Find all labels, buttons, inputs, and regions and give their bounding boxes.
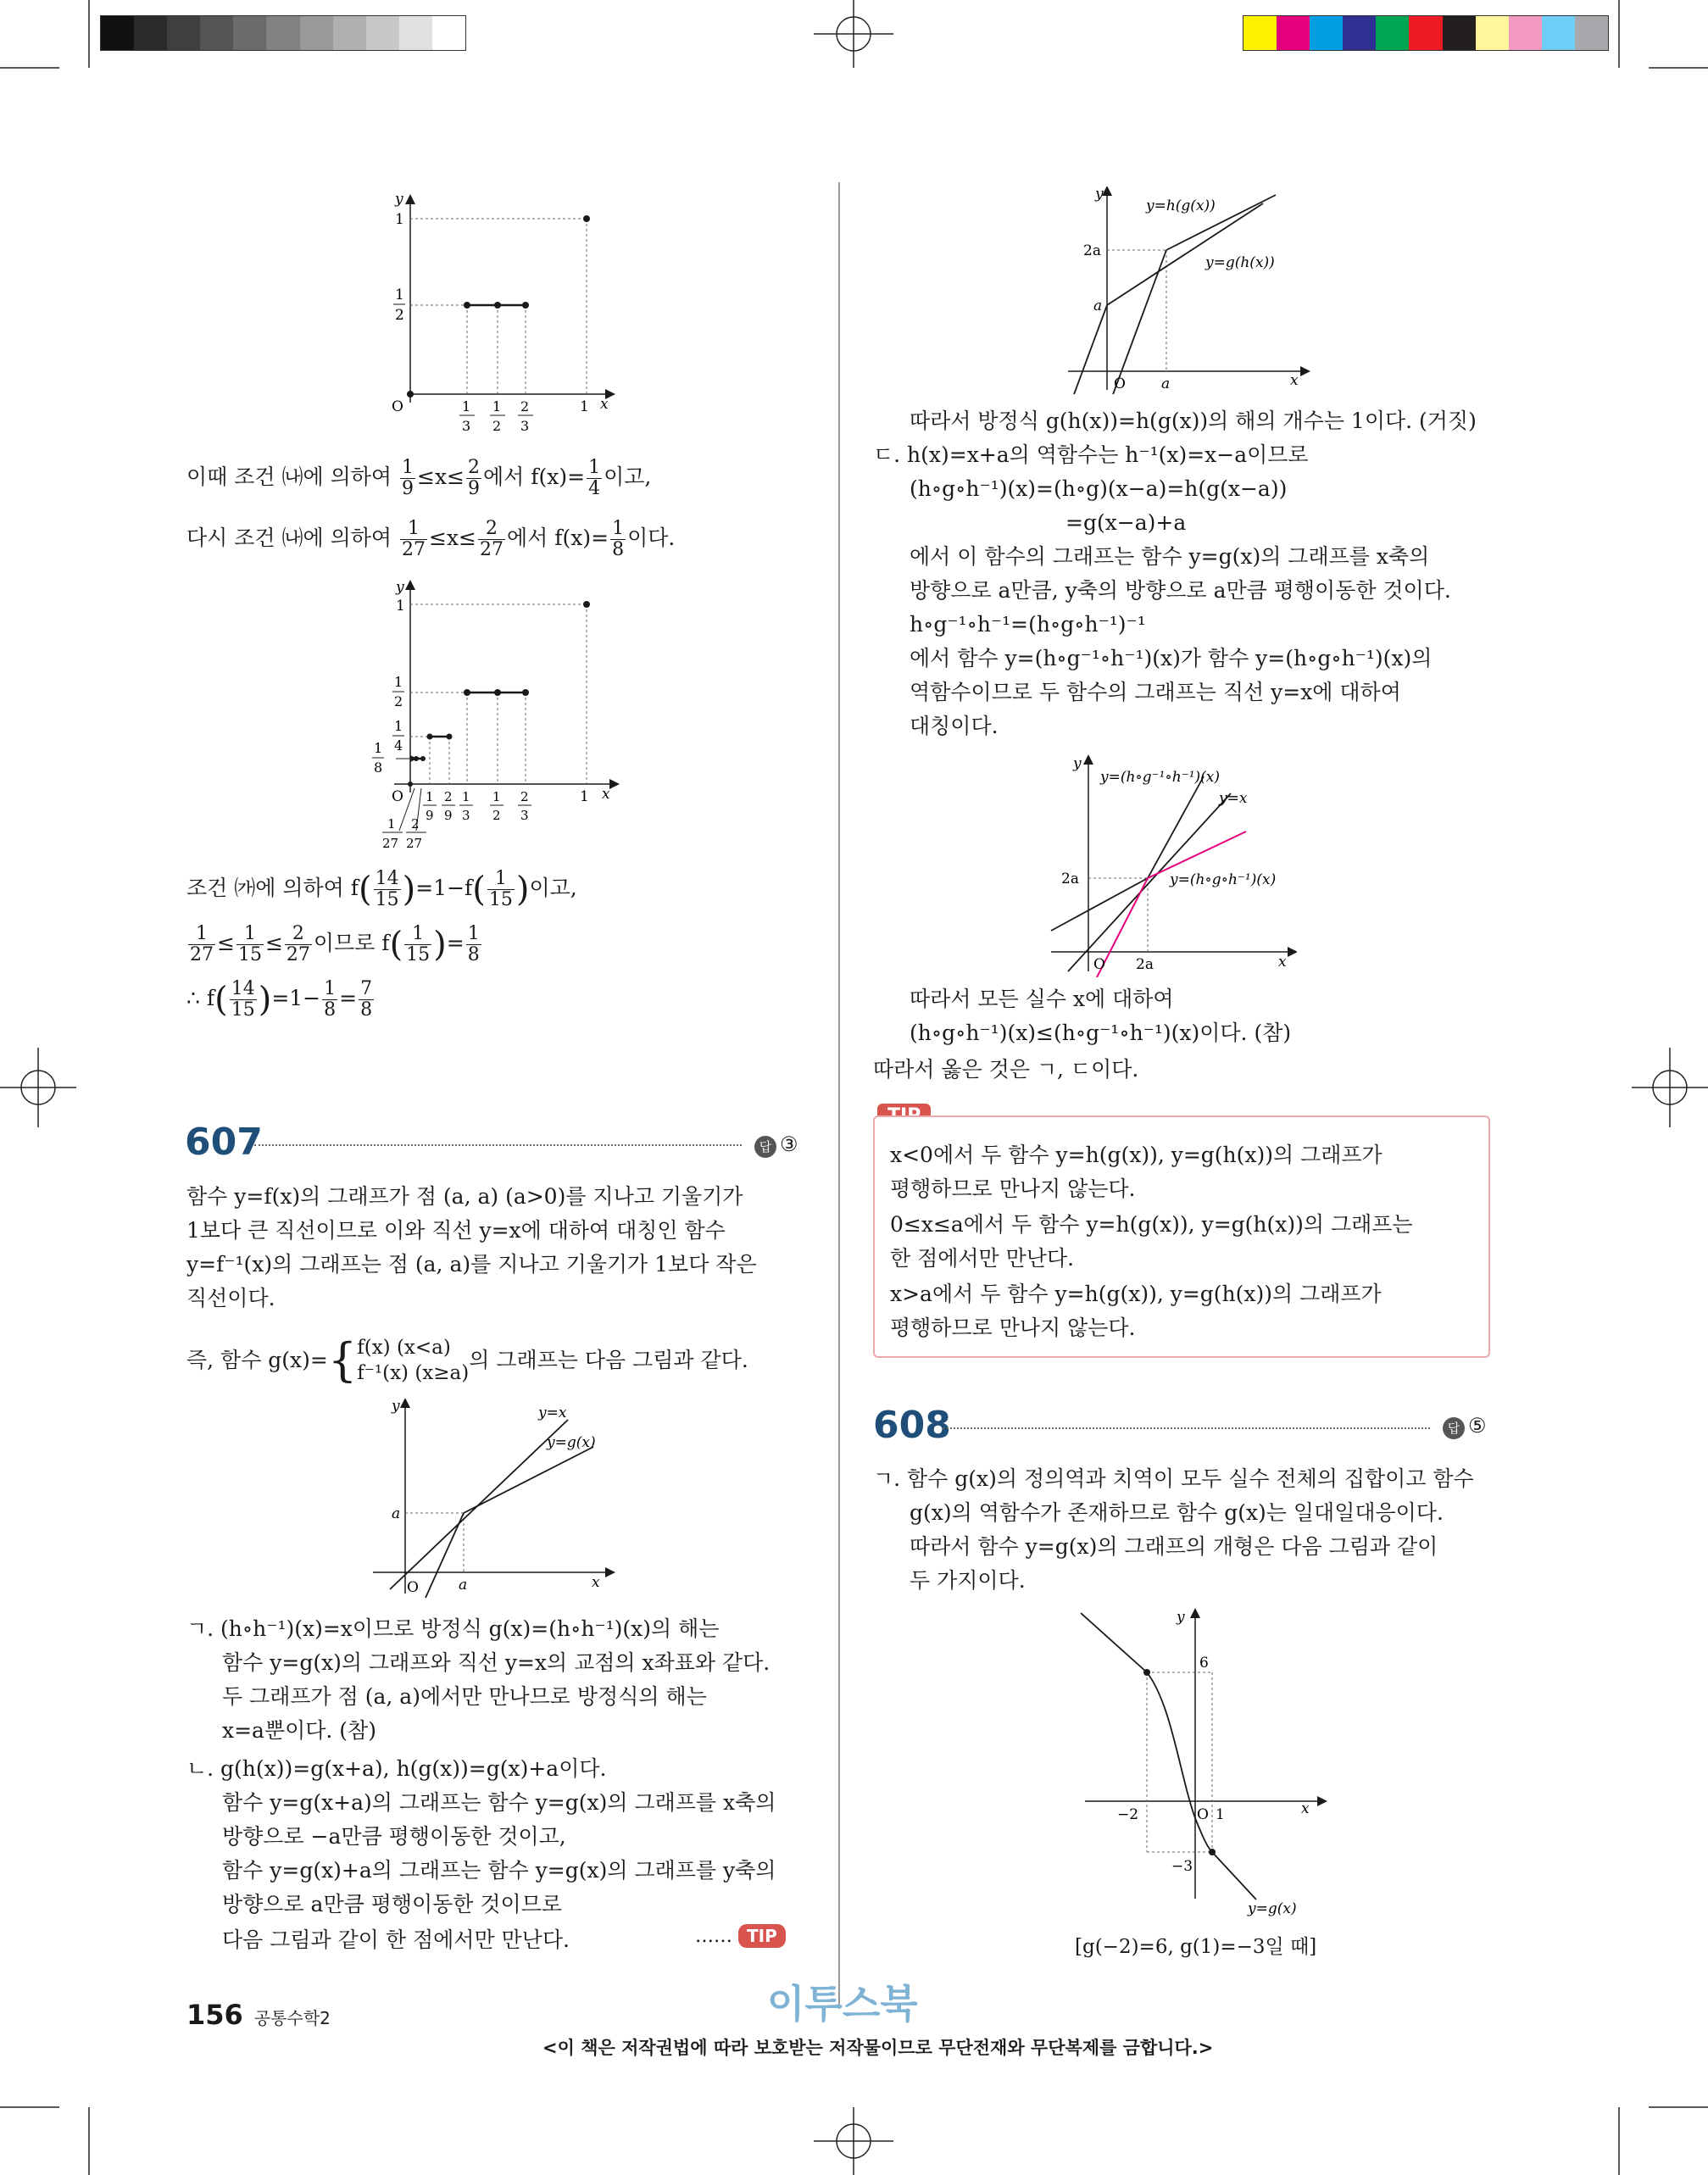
tick-x-1: 1: [580, 788, 589, 805]
answer-608: [1443, 1414, 1487, 1439]
axis-y-label: y: [396, 579, 404, 596]
item-n-line-2: 함수 y=g(x+a)의 그래프는 함수 y=g(x)의 그래프를 x축의: [222, 1790, 776, 1815]
line-label-y-equals-x: y=x: [1219, 790, 1248, 807]
tick-y-half-n: 1: [395, 286, 404, 303]
item-n-line-1: ㄴ. g(h(x))=g(x+a), h(g(x))=g(x)+a이다.: [186, 1756, 607, 1781]
tick-x-2-3-d: 3: [520, 418, 530, 434]
answer-value: ③: [780, 1132, 798, 1156]
tick-y-half-n: 1: [394, 674, 403, 690]
tick-y-eighth-d: 8: [374, 759, 383, 776]
tick-y-half-d: 2: [395, 307, 404, 324]
answer-mark: 답: [1443, 1417, 1465, 1439]
right-line-1: 따라서 방정식 g(h(x))=h(g(x))의 해의 개수는 1이다. (거짓): [910, 409, 1477, 433]
item-g-line-4: x=a뿐이다. (참): [222, 1718, 376, 1743]
right-line-2: ㄷ. h(x)=x+a의 역함수는 h⁻¹(x)=x−a이므로: [873, 442, 1309, 467]
publisher-logo: 이투스북: [767, 1981, 918, 2027]
graph-decreasing-g: [1077, 1606, 1331, 1928]
tick-y-quarter-n: 1: [394, 718, 403, 734]
tick-x-1-2-d: 2: [492, 808, 501, 823]
p607-line-1: 함수 y=f(x)의 그래프가 점 (a, a) (a>0)를 지나고 기울기가: [186, 1184, 743, 1209]
tick-x-a: a: [459, 1577, 468, 1594]
text-line-therefore: ∴ f( $\frac{14}{15}$ )=1− $\frac{1}{8}$ = $\frac{7}{8}$: [186, 978, 373, 1021]
axis-y-label: y: [392, 1399, 400, 1415]
item-g-line-2: 함수 y=g(x)의 그래프와 직선 y=x의 교점의 x좌표와 같다.: [222, 1650, 771, 1675]
tick-x-1-9-n: 1: [426, 789, 434, 804]
page-number: 156: [186, 1999, 243, 2031]
tick-y-1: 1: [396, 598, 405, 615]
piecewise-definition: 즉, 함수 g(x)={ f(x) (x<a) f⁻¹(x) (x≥a) 의 그래프는 다음 그림과 같다.: [186, 1333, 748, 1387]
right-line-7: h∘g⁻¹∘h⁻¹=(h∘g∘h⁻¹)⁻¹: [910, 612, 1146, 637]
tick-x-2-9-n: 2: [444, 789, 453, 804]
line-label-hgx: y=h(g(x)): [1146, 197, 1216, 214]
tick-y-1: 1: [395, 211, 404, 228]
origin-label: O: [1114, 375, 1126, 392]
tick-x-1: 1: [580, 398, 589, 415]
axis-x-label: x: [602, 786, 610, 803]
tick-x-1-3-n: 1: [462, 398, 471, 414]
origin-label: O: [407, 1579, 419, 1596]
graph-g-and-y-equals-x: [364, 1399, 619, 1602]
tick-x-2-27-n: 2: [411, 816, 420, 832]
text-line-inequality: $\frac{1}{27}$ ≤ $\frac{1}{15}$ ≤ $\frac{2}{27}$ 이므로 f( $\frac{1}{15}$ )= $\frac{1}{8}$: [190, 923, 480, 965]
dotted-rule-607: [254, 1144, 742, 1146]
tip-reference: …… TIP: [695, 1926, 786, 1947]
tip-line-4: 한 점에서만 만난다.: [890, 1246, 1075, 1271]
step-graph-1: [373, 186, 627, 437]
axis-x-label: x: [1301, 1800, 1310, 1817]
tip-line-1: x<0에서 두 함수 y=h(g(x)), y=g(h(x))의 그래프가: [890, 1143, 1383, 1167]
item-n-line-5: 방향으로 a만큼 평행이동한 것이므로: [222, 1892, 562, 1916]
tick-y-6: 6: [1199, 1655, 1209, 1672]
item-n-line-6: 다음 그림과 같이 한 점에서만 만난다.: [222, 1927, 570, 1952]
right-line-4: =g(x−a)+a: [1065, 510, 1187, 535]
graph-inverse-symmetric: [1043, 753, 1297, 977]
right-line-13: 따라서 옳은 것은 ㄱ, ㄷ이다.: [873, 1057, 1139, 1082]
axis-x-label: x: [592, 1574, 600, 1591]
dotted-rule-608: [943, 1427, 1430, 1429]
right-line-10: 대칭이다.: [910, 714, 999, 738]
tick-y-half-d: 2: [394, 693, 403, 709]
axis-y-label: y: [1073, 755, 1082, 772]
tick-x-1-3-n: 1: [462, 789, 470, 804]
origin-label: O: [1197, 1806, 1209, 1823]
origin-label: O: [1093, 956, 1105, 973]
tick-x-2-27-d: 27: [406, 836, 423, 851]
problem-number-607: 607: [185, 1121, 263, 1164]
line-label-y-equals-x: y=x: [538, 1405, 567, 1421]
graph6-caption: [g(−2)=6, g(1)=−3일 때]: [1075, 1936, 1317, 1958]
text-line-condition-3: 조건 ㈎에 의하여 f( $\frac{14}{15}$ )=1−f( $\frac{1}{15}$ )이고,: [186, 868, 577, 910]
right-line-12: (h∘g∘h⁻¹)(x)≤(h∘g⁻¹∘h⁻¹)(x)이다. (참): [910, 1021, 1292, 1045]
line-label-y-equals-gx: y=g(x): [547, 1434, 596, 1451]
origin-label: O: [392, 788, 403, 805]
tick-x-1-2-n: 1: [492, 789, 501, 804]
right-line-11: 따라서 모든 실수 x에 대하여: [910, 987, 1174, 1011]
page-footer: [186, 1999, 331, 2031]
step-graph-2: [360, 576, 631, 856]
tick-x-2-3-d: 3: [520, 808, 529, 823]
tip-line-3: 0≤x≤a에서 두 함수 y=h(g(x)), y=g(h(x))의 그래프는: [890, 1212, 1413, 1237]
p607-line-4: 직선이다.: [186, 1286, 275, 1310]
tick-y-2a: 2a: [1061, 871, 1079, 887]
tick-y-a: a: [392, 1505, 401, 1522]
item-n-line-3: 방향으로 −a만큼 평행이동한 것이고,: [222, 1824, 566, 1849]
tick-y-minus-3: −3: [1171, 1858, 1193, 1875]
line-label-ghx: y=g(h(x)): [1205, 254, 1275, 271]
tip-line-2: 평행하므로 만나지 않는다.: [890, 1177, 1136, 1201]
answer-mark: 답: [754, 1136, 776, 1158]
right-line-6: 방향으로 a만큼, y축의 방향으로 a만큼 평행이동한 것이다.: [910, 578, 1451, 603]
tick-x-1-9-d: 9: [426, 808, 434, 823]
right-line-3: (h∘g∘h⁻¹)(x)=(h∘g)(x−a)=h(g(x−a)): [910, 476, 1288, 501]
p608-line-4: 두 가지이다.: [910, 1568, 1026, 1593]
tick-x-2-3-n: 2: [520, 398, 530, 414]
item-n-line-4: 함수 y=g(x)+a의 그래프는 함수 y=g(x)의 그래프를 y축의: [222, 1858, 776, 1883]
right-line-5: 에서 이 함수의 그래프는 함수 y=g(x)의 그래프를 x축의: [910, 544, 1430, 569]
axis-y-label: y: [1095, 186, 1104, 203]
right-line-9: 역함수이므로 두 함수의 그래프는 직선 y=x에 대하여: [910, 680, 1401, 704]
item-g-line-1: ㄱ. (h∘h⁻¹)(x)=x이므로 방정식 g(x)=(h∘h⁻¹)(x)의 해는: [186, 1616, 720, 1641]
tip-line-6: 평행하므로 만나지 않는다.: [890, 1316, 1136, 1340]
axis-x-label: x: [600, 396, 609, 413]
p608-line-3: 따라서 함수 y=g(x)의 그래프의 개형은 다음 그림과 같이: [910, 1534, 1438, 1559]
tick-x-1-2-d: 2: [492, 418, 502, 434]
curve-label: y=g(x): [1248, 1900, 1297, 1917]
origin-label: O: [392, 398, 403, 415]
tick-x-1-27-n: 1: [387, 816, 396, 832]
right-line-8: 에서 함수 y=(h∘g⁻¹∘h⁻¹)(x)가 함수 y=(h∘g∘h⁻¹)(x)의: [910, 646, 1433, 670]
tick-x-1-2-n: 1: [492, 398, 502, 414]
tick-x-1-3-d: 3: [462, 808, 470, 823]
tip-line-5: x>a에서 두 함수 y=h(g(x)), y=g(h(x))의 그래프가: [890, 1282, 1382, 1306]
line-label-inverse: y=(h∘g⁻¹∘h⁻¹)(x): [1100, 769, 1220, 786]
p608-line-2: g(x)의 역함수가 존재하므로 함수 g(x)는 일대일대응이다.: [910, 1500, 1444, 1525]
item-g-line-3: 두 그래프가 점 (a, a)에서만 만나므로 방정식의 해는: [222, 1684, 707, 1709]
tick-y-quarter-d: 4: [394, 737, 403, 754]
tick-x-1: 1: [1216, 1806, 1225, 1823]
tick-x-1-27-d: 27: [382, 836, 399, 851]
axis-y-label: y: [1177, 1609, 1185, 1626]
tick-x-1-3-d: 3: [462, 418, 471, 434]
axis-y-label: y: [395, 191, 403, 208]
tick-y-2a: 2a: [1083, 242, 1101, 259]
tick-x-2-9-d: 9: [444, 808, 453, 823]
p607-line-3: y=f⁻¹(x)의 그래프는 점 (a, a)를 지나고 기울기가 1보다 작은: [186, 1252, 757, 1277]
p608-line-1: ㄱ. 함수 g(x)의 정의역과 치역이 모두 실수 전체의 집합이고 함수: [873, 1466, 1474, 1491]
answer-value: ⑤: [1468, 1414, 1487, 1438]
tip-marker: TIP: [738, 1924, 786, 1948]
answer-607: [754, 1132, 798, 1158]
graph-hg-and-gh: [1051, 186, 1314, 394]
tick-y-a: a: [1093, 298, 1103, 314]
axis-x-label: x: [1278, 954, 1287, 971]
p607-line-2: 1보다 큰 직선이므로 이와 직선 y=x에 대하여 대칭인 함수: [186, 1218, 726, 1243]
tick-y-eighth-n: 1: [374, 740, 383, 756]
tick-x-2-3-n: 2: [520, 789, 529, 804]
line-label-hghinv: y=(h∘g∘h⁻¹)(x): [1170, 871, 1277, 888]
axis-x-label: x: [1290, 372, 1299, 389]
book-title: 공통수학2: [253, 2008, 331, 2028]
text-line-condition-2: 다시 조건 ㈏에 의하여 $\frac{1}{27}$ ≤x≤ $\frac{2}{27}$ 에서 f(x)= $\frac{1}{8}$ 이다.: [186, 518, 676, 560]
text-line-condition-1: 이때 조건 ㈏에 의하여 $\frac{1}{9}$ ≤x≤ $\frac{2}{9}$ 에서 f(x)= $\frac{1}{4}$ 이고,: [186, 457, 652, 499]
tick-x-2a: 2a: [1136, 956, 1154, 973]
problem-number-608: 608: [873, 1404, 951, 1447]
copyright-notice: <이 책은 저작권법에 따라 보호받는 저작물이므로 무단전재와 무단복제를 금합니다.>: [542, 2038, 1214, 2058]
tick-x-a: a: [1161, 375, 1171, 392]
tick-x-minus-2: −2: [1117, 1806, 1139, 1823]
